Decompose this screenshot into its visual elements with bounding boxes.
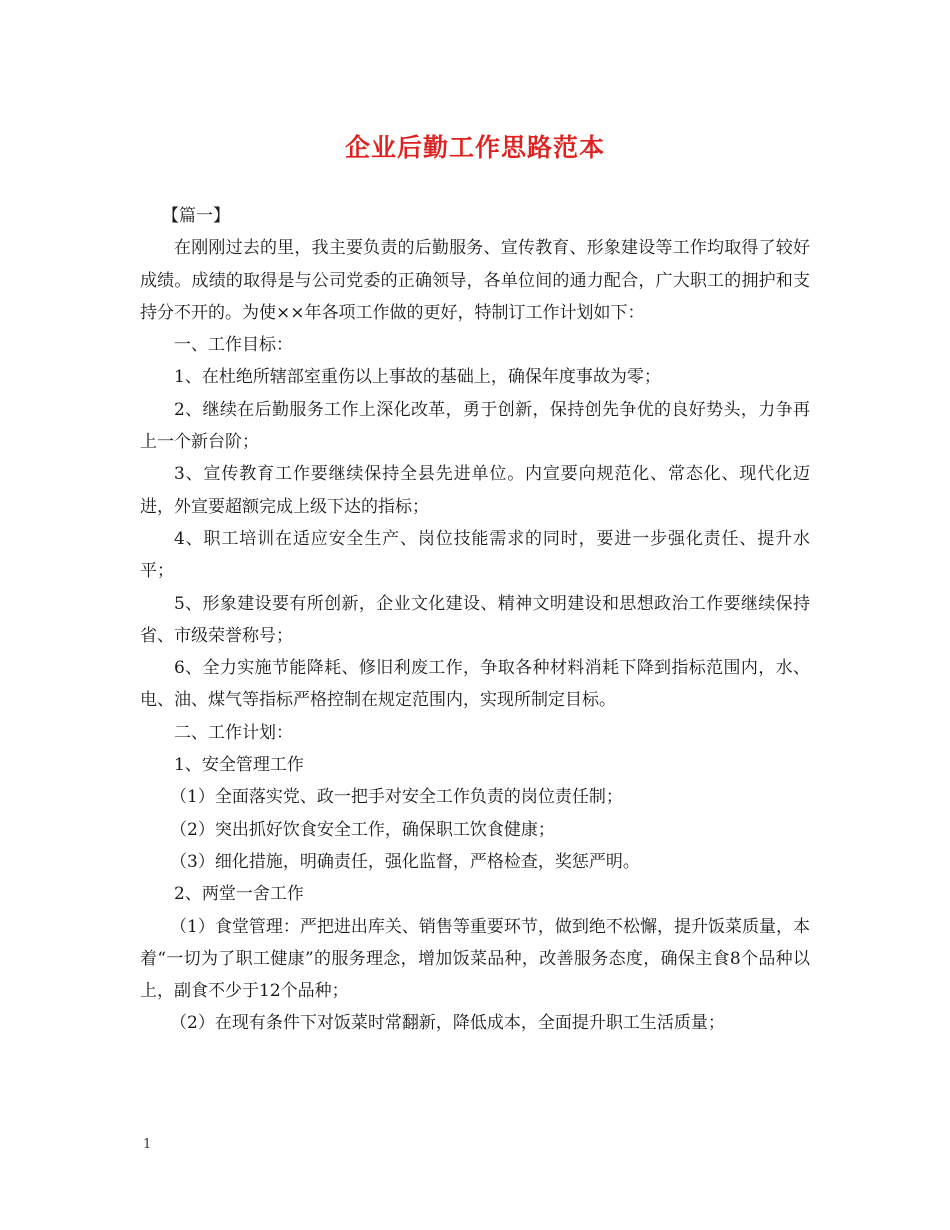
heading-work-plan: 二、工作计划： (174, 722, 293, 743)
goal-item-2: 2、继续在后勤服务工作上深化改革，勇于创新，保持创先争优的良好势头，力争再上一个新台阶； (140, 399, 810, 453)
goal-item-5: 5、形象建设要有所创新，企业文化建设、精神文明建设和思想政治工作要继续保持省、市级荣誉称号； (140, 593, 810, 646)
goal-item-3: 3、宣传教育工作要继续保持全县先进单位。内宣要向规范化、常态化、现代化迈进，外宣要超额完成上级下达的指标； (140, 464, 810, 517)
page-number: 1 (143, 1137, 152, 1152)
goal-item-6: 6、全力实施节能降耗、修旧利废工作，争取各种材料消耗下降到指标范围内，水、电、油、煤气等指标严格控制在规定范围内，实现所制定目标。 (140, 658, 810, 711)
canteen-subitem-1: （1）食堂管理：严把进出库关、销售等重要环节，做到绝不松懈，提升饭菜质量，本着“一切为了职工健康”的服务理念，增加饭菜品种，改善服务态度，确保主食8个品种以上，副食不少于12个品种； (140, 916, 810, 1002)
paragraph-intro: 在刚刚过去的里，我主要负责的后勤服务、宣传教育、形象建设等工作均取得了较好成绩。成绩的取得是与公司党委的正确领导，各单位间的通力配合，广大职工的拥护和支持分不开的。为使××年各项工作做的更好，特制订工作计划如下： (140, 238, 810, 323)
document-title: 企业后勤工作思路范本 (344, 133, 605, 162)
document-body (140, 200, 810, 1040)
safety-subitem-1: （1）全面落实党、政一把手对安全工作负责的岗位责任制； (170, 787, 623, 808)
heading-work-goals: 一、工作目标： (174, 335, 293, 356)
safety-subitem-2: （2）突出抓好饮食安全工作，确保职工饮食健康； (170, 819, 555, 840)
goal-item-4: 4、职工培训在适应安全生产、岗位技能需求的同时，要进一步强化责任、提升水平； (140, 528, 810, 582)
goal-item-1: 1、在杜绝所辖部室重伤以上事故的基础上，确保年度事故为零； (174, 367, 661, 388)
safety-subitem-3: （3）细化措施，明确责任，强化监督，严格检查，奖惩严明。 (170, 851, 640, 872)
plan-item-safety: 1、安全管理工作 (174, 755, 304, 776)
section-label: 【篇一】 (162, 206, 230, 226)
canteen-subitem-2: （2）在现有条件下对饭菜时常翻新，降低成本，全面提升职工生活质量； (170, 1013, 725, 1034)
plan-item-canteen-dorm: 2、两堂一舍工作 (174, 884, 304, 905)
